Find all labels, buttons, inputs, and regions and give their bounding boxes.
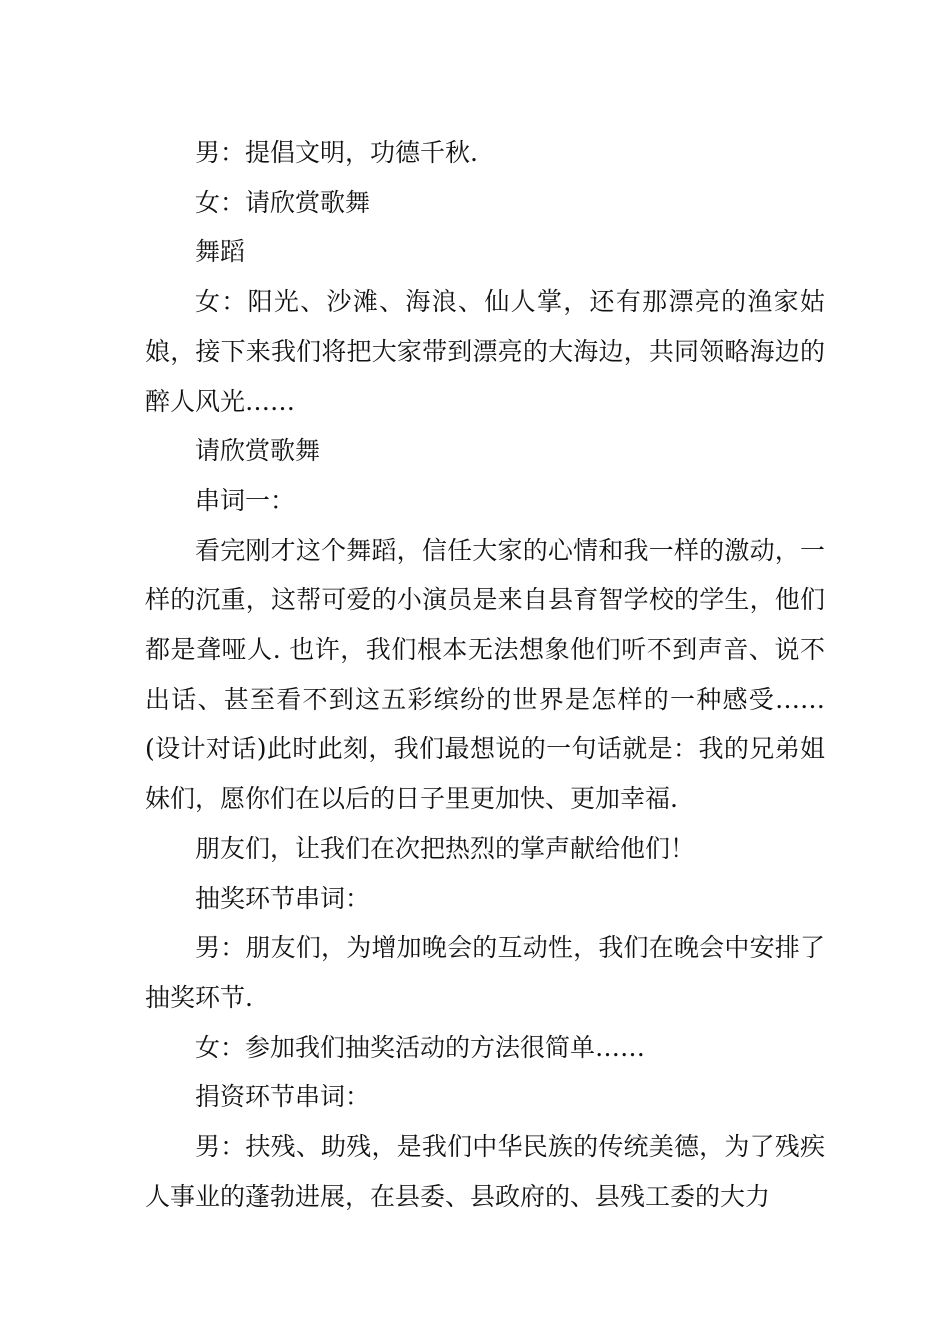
document-body [145,128,825,1221]
paragraph-dance: 舞蹈 [195,237,246,267]
paragraph-male-donation: 男：扶残、助残，是我们中华民族的传统美德，为了残疾人事业的蓬勃进展，在县委、县政府的、县残工委的大力 [145,1132,825,1211]
paragraph-deaf-students: 看完刚才这个舞蹈，信任大家的心情和我一样的激动，一样的沉重，这帮可爱的小演员是来自县育智学校的学生，他们都是聋哑人. 也许，我们根本无法想象他们听不到声音、说不出话、甚至看不到这五彩缤纷的世界是怎样的一种感受……(设计对话)此时此刻，我们最想说的一句话就是：我的兄弟姐妹们，愿你们在以后的日子里更加快、更加幸福. [145,535,825,814]
paragraph-song-dance-2: 请欣赏歌舞 [195,436,321,466]
paragraph-female-seaside: 女：阳光、沙滩、海浪、仙人掌，还有那漂亮的渔家姑娘，接下来我们将把大家带到漂亮的大海边，共同领略海边的醉人风光…… [145,287,825,416]
paragraph-script-one-heading: 串词一： [195,485,296,515]
paragraph-lottery-heading: 抽奖环节串词： [195,883,371,913]
paragraph-female-song-dance-1: 女：请欣赏歌舞 [195,187,371,217]
paragraph-donation-heading: 捐资环节串词： [195,1082,371,1112]
paragraph-applause: 朋友们，让我们在次把热烈的掌声献给他们！ [195,833,696,863]
paragraph-male-lottery: 男：朋友们，为增加晚会的互动性，我们在晚会中安排了抽奖环节. [145,933,825,1012]
paragraph-male-civility: 男：提倡文明，功德千秋. [195,138,478,167]
paragraph-female-lottery: 女：参加我们抽奖活动的方法很简单…… [195,1032,646,1062]
